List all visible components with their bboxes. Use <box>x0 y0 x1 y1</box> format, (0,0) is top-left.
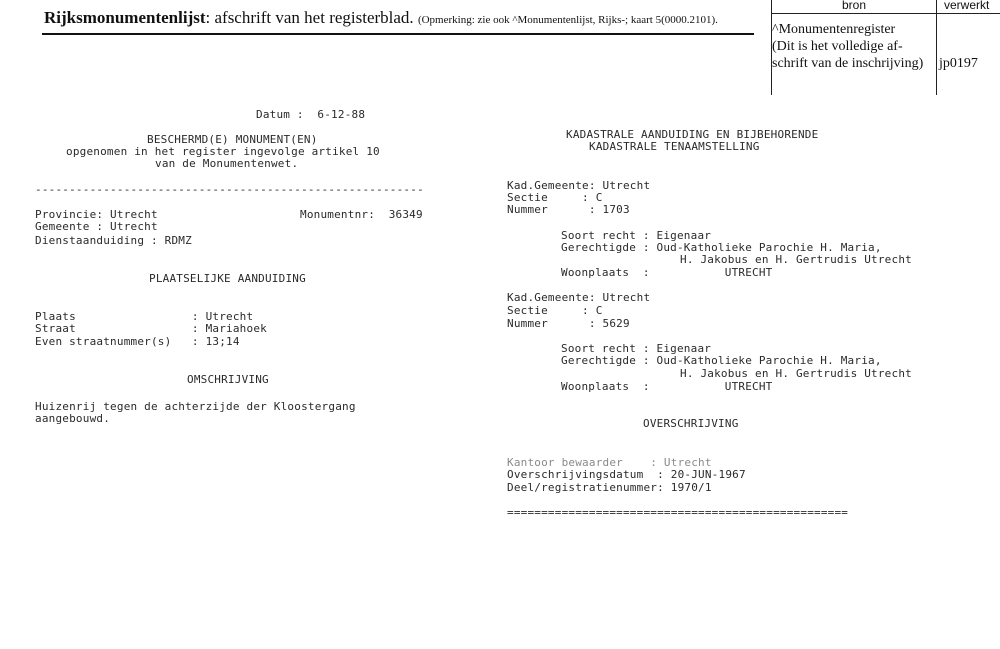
overschrijving-heading: OVERSCHRIJVING <box>643 417 739 430</box>
kantoor-bewaarder: Kantoor bewaarder : Utrecht <box>507 456 712 469</box>
block2-sectie: Sectie : C <box>507 304 603 317</box>
bron-line-2: (Dit is het volledige af- <box>772 39 903 54</box>
block1-woonplaats: Woonplaats : UTRECHT <box>561 266 773 279</box>
title-underline <box>42 33 754 35</box>
even-straatnummers: Even straatnummer(s) : 13;14 <box>35 335 240 348</box>
provincie: Provincie: Utrecht <box>35 208 158 221</box>
block2-nummer: Nummer : 5629 <box>507 317 630 330</box>
description-line-1: Huizenrij tegen de achterzijde der Kloostergang <box>35 400 356 413</box>
block1-gerechtigde-cont: H. Jakobus en H. Gertrudis Utrecht <box>680 253 912 266</box>
block2-gerechtigde: Gerechtigde : Oud-Katholieke Parochie H. Maria, <box>561 354 882 367</box>
dashed-separator: --------------------------------------------------------- <box>35 183 424 196</box>
block1-gemeente: Kad.Gemeente: Utrecht <box>507 179 651 192</box>
block1-soort-recht: Soort recht : Eigenaar <box>561 229 712 242</box>
block1-nummer: Nummer : 1703 <box>507 203 630 216</box>
description-line-2: aangebouwd. <box>35 412 111 425</box>
plaats: Plaats : Utrecht <box>35 310 254 323</box>
bron-line-3: schrift van de inschrijving) <box>772 56 924 71</box>
overschrijvingsdatum: Overschrijvingsdatum : 20-JUN-1967 <box>507 468 746 481</box>
block1-sectie: Sectie : C <box>507 191 603 204</box>
title-bold: Rijksmonumentenlijst <box>44 8 206 27</box>
monumentnr: Monumentnr: 36349 <box>300 208 423 221</box>
deel-registratienummer: Deel/registratienummer: 1970/1 <box>507 481 712 494</box>
omschrijving-heading: OMSCHRIJVING <box>187 373 269 386</box>
datum: Datum : 6-12-88 <box>256 108 366 121</box>
kadastrale-heading-1: KADASTRALE AANDUIDING EN BIJBEHORENDE <box>566 128 819 141</box>
box-header-rule <box>771 13 1000 14</box>
block1-gerechtigde: Gerechtigde : Oud-Katholieke Parochie H. Maria, <box>561 241 882 254</box>
document-title <box>44 8 718 28</box>
monument-subheading-2: van de Monumentenwet. <box>155 157 299 170</box>
block2-gerechtigde-cont: H. Jakobus en H. Gertrudis Utrecht <box>680 367 912 380</box>
bron-line-1: ^Monumentenregister <box>772 22 896 37</box>
verwerkt-code: jp0197 <box>939 56 978 71</box>
straat: Straat : Mariahoek <box>35 322 267 335</box>
title-note: (Opmerking: zie ook ^Monumentenlijst, Rijks-; kaart 5(0000.2101). <box>417 14 718 26</box>
plaatselijke-heading: PLAATSELIJKE AANDUIDING <box>149 272 306 285</box>
verwerkt-column-header: verwerkt <box>944 0 990 12</box>
box-border-middle <box>936 0 937 95</box>
block2-woonplaats: Woonplaats : UTRECHT <box>561 380 773 393</box>
title-rest: : afschrift van het registerblad. <box>205 8 414 27</box>
monument-heading: BESCHERMD(E) MONUMENT(EN) <box>147 133 318 146</box>
monument-subheading-1: opgenomen in het register ingevolge artikel 10 <box>66 145 380 158</box>
bron-column-header: bron <box>842 0 867 12</box>
kadastrale-heading-2: KADASTRALE TENAAMSTELLING <box>589 140 760 153</box>
block2-soort-recht: Soort recht : Eigenaar <box>561 342 712 355</box>
double-separator: ================================================== <box>507 506 849 519</box>
dienstaanduiding: Dienstaanduiding : RDMZ <box>35 234 192 247</box>
block2-gemeente: Kad.Gemeente: Utrecht <box>507 291 651 304</box>
gemeente: Gemeente : Utrecht <box>35 220 158 233</box>
